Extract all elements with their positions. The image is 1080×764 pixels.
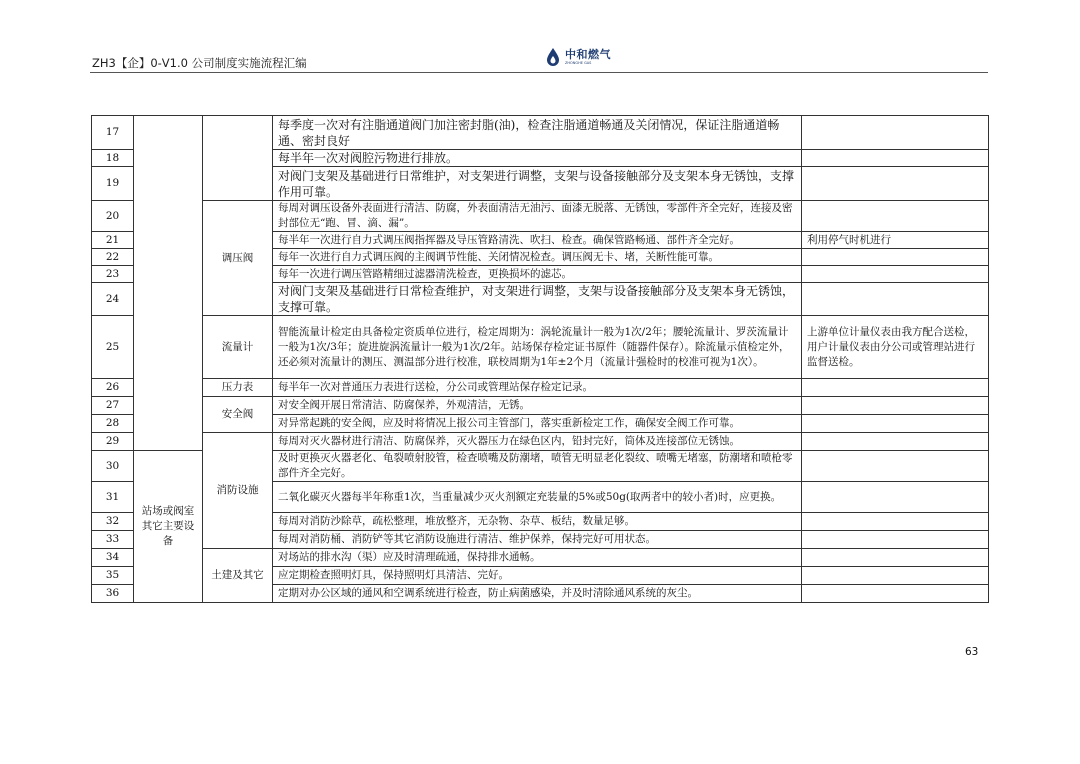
row-number: 21 [92,232,134,249]
row-number: 23 [92,266,134,283]
row-note [802,201,989,232]
row-number: 32 [92,513,134,531]
row-content: 每周对调压设备外表面进行清洁、防腐，外表面清洁无油污、面漆无脱落、无锈蚀，零部件齐全完好，连接及密封部位无“跑、冒、滴、漏”。 [273,201,802,232]
row-number: 25 [92,316,134,379]
row-content: 二氧化碳灭火器每半年称重1次，当重量减少灭火剂额定充装量的5%或50g(取两者中的较小者)时，应更换。 [273,482,802,513]
category-pressure-gauge: 压力表 [203,379,273,397]
table-row [92,433,989,451]
row-note [802,116,989,150]
row-number: 24 [92,283,134,316]
category-station-other: 站场或阀室其它主要设备 [134,451,203,603]
row-content: 对阀门支架及基础进行日常检查维护，对支架进行调整，支架与设备接触部分及支架本身无锈蚀，支撑可靠。 [273,283,802,316]
table-row [92,379,989,397]
row-number: 33 [92,531,134,549]
row-note: 上游单位计量仪表由我方配合送检，用户计量仪表由分公司或管理站进行监督送检。 [802,316,989,379]
row-note [802,482,989,513]
row-content: 应定期检查照明灯具，保持照明灯具清洁、完好。 [273,567,802,585]
row-content: 及时更换灭火器老化、龟裂喷射胶管，检查喷嘴及防潮堵，喷管无明显老化裂纹、喷嘴无堵塞，防潮堵和喷枪零部件齐全完好。 [273,451,802,482]
row-note [802,150,989,167]
row-number: 36 [92,585,134,603]
row-note [802,531,989,549]
row-number: 31 [92,482,134,513]
row-content: 每年一次进行调压管路精细过滤器清洗检查，更换损坏的滤芯。 [273,266,802,283]
row-content: 智能流量计检定由具备检定资质单位进行，检定周期为：涡轮流量计一般为1次/2年；腰轮流量计、罗茨流量计一般为1次/3年；旋进旋涡流量计一般为1次/2年。站场保存检定证书原件（随器件保存）。除流量示值检定外，还必须对流量计的测压、测温部分进行校准，联校周期为1年±2个月（流量计强检时的校准可视为1次）。 [273,316,802,379]
row-content: 对异常起跳的安全阀，应及时将情况上报公司主管部门，落实重新检定工作，确保安全阀工作可靠。 [273,415,802,433]
table-row [92,316,989,379]
category-safety-valve: 安全阀 [203,397,273,433]
row-note [802,379,989,397]
row-number: 29 [92,433,134,451]
row-note [802,167,989,201]
row-note [802,415,989,433]
row-content: 每周对灭火器材进行清洁、防腐保养，灭火器压力在绿色区内，铅封完好，筒体及连接部位无锈蚀。 [273,433,802,451]
category-fire-facilities: 消防设施 [203,433,273,549]
category-civil-other: 土建及其它 [203,549,273,603]
row-note [802,283,989,316]
row-note [802,397,989,415]
row-note [802,513,989,531]
row-number: 17 [92,116,134,150]
header-doc-title: ZH3【企】0-V1.0 公司制度实施流程汇编 [92,56,307,70]
row-note [802,266,989,283]
logo-name: 中和燃气 [565,47,611,61]
row-content: 每周对消防桶、消防铲等其它消防设施进行清洁、维护保养，保持完好可用状态。 [273,531,802,549]
row-note [802,549,989,567]
row-content: 每半年一次对阀腔污物进行排放。 [273,150,802,167]
category-regulator-valve: 调压阀 [203,201,273,316]
row-content: 对安全阀开展日常清洁、防腐保养，外观清洁，无锈。 [273,397,802,415]
row-number: 30 [92,451,134,482]
page-number: 63 [965,646,979,658]
row-number: 22 [92,249,134,266]
row-note [802,451,989,482]
category-flowmeter: 流量计 [203,316,273,379]
row-content: 每半年一次对普通压力表进行送检，分公司或管理站保存检定记录。 [273,379,802,397]
row-note [802,249,989,266]
row-note [802,585,989,603]
row-number: 20 [92,201,134,232]
row-number: 28 [92,415,134,433]
row-content: 定期对办公区域的通风和空调系统进行检查，防止病菌感染，并及时清除通风系统的灰尘。 [273,585,802,603]
flame-drop-icon [545,47,561,67]
table-row [92,201,989,232]
subcategory-cell-empty [203,116,273,201]
maintenance-table [91,115,989,603]
table-row [92,549,989,567]
table-row [92,397,989,415]
table-row [92,116,989,150]
row-content: 每半年一次进行自力式调压阀指挥器及导压管路清洗、吹扫、检查。确保管路畅通、部件齐全完好。 [273,232,802,249]
logo-subtitle: ZHONGHE GAS [565,60,592,65]
row-number: 18 [92,150,134,167]
header-divider [90,72,988,73]
row-number: 35 [92,567,134,585]
row-note [802,567,989,585]
company-logo [545,47,611,67]
row-content: 对阀门支架及基础进行日常维护，对支架进行调整，支架与设备接触部分及支架本身无锈蚀，支撑作用可靠。 [273,167,802,201]
row-number: 19 [92,167,134,201]
row-number: 26 [92,379,134,397]
row-content: 每季度一次对有注脂通道阀门加注密封脂(油)，检查注脂通道畅通及关闭情况，保证注脂通道畅通、密封良好 [273,116,802,150]
row-number: 34 [92,549,134,567]
row-content: 对场站的排水沟（渠）应及时清理疏通，保持排水通畅。 [273,549,802,567]
row-content: 每年一次进行自力式调压阀的主阀调节性能、关闭情况检查。调压阀无卡、堵，关断性能可靠。 [273,249,802,266]
row-note: 利用停气时机进行 [802,232,989,249]
category-cell-empty [134,116,203,451]
row-number: 27 [92,397,134,415]
row-content: 每周对消防沙除草，疏松整理，堆放整齐，无杂物、杂草、板结，数量足够。 [273,513,802,531]
row-note [802,433,989,451]
